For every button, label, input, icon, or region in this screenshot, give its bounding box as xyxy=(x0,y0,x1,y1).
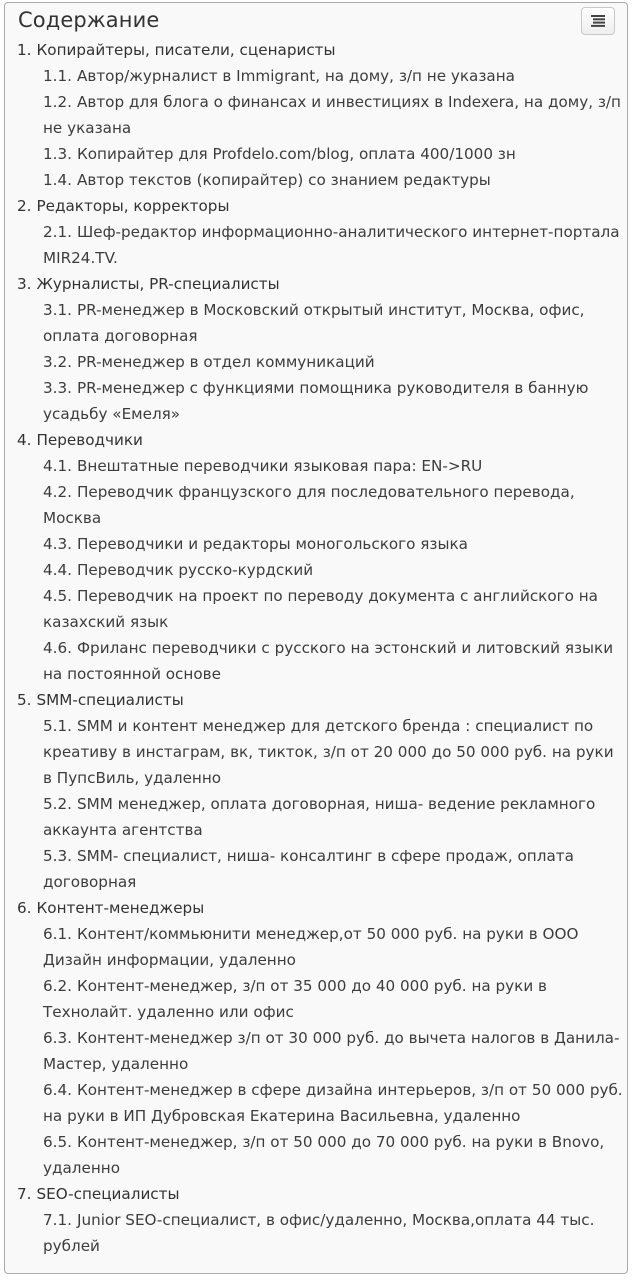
toc-item-number: 6.1. xyxy=(43,925,72,943)
toc-item-link[interactable] xyxy=(43,89,623,141)
toc-item-link[interactable] xyxy=(43,921,623,973)
toc-item-text: Автор/журналист в Immigrant, на дому, з/п не указана xyxy=(76,67,515,85)
toc-item-number: 1.1. xyxy=(43,67,72,85)
toc-item-text: Контент-менеджер з/п от 30 000 руб. до вычета налогов в Данила-Мастер, удаленно xyxy=(43,1029,620,1073)
table-of-contents xyxy=(4,2,628,1274)
toc-section xyxy=(5,37,629,193)
toc-item-link[interactable] xyxy=(43,635,623,687)
toc-item-link[interactable] xyxy=(43,141,623,167)
toc-section-number: 5. xyxy=(17,691,32,709)
toc-item-link[interactable] xyxy=(43,1077,623,1129)
toc-item-link[interactable] xyxy=(43,973,623,1025)
toc-item-number: 2.1. xyxy=(43,223,72,241)
toc-item-number: 4.1. xyxy=(43,457,72,475)
toc-item-number: 7.1. xyxy=(43,1211,72,1229)
toc-item-text: Копирайтер для Profdelo.com/blog, оплата 400/1000 зн xyxy=(76,145,516,163)
toc-item-text: Контент/коммьюнити менеджер,от 50 000 руб. на руки в ООО Дизайн информации, удаленно xyxy=(43,925,579,969)
toc-subsection-list xyxy=(5,63,629,193)
toc-section xyxy=(5,687,629,895)
toc-item-text: Фриланс переводчики с русского на эстонский и литовский языки на постоянной основе xyxy=(43,639,614,683)
toc-section xyxy=(5,193,629,271)
toc-section-link[interactable] xyxy=(17,271,629,297)
toc-subsection-list xyxy=(5,921,629,1181)
toc-item-text: SMM менеджер, оплата договорная, ниша- ведение рекламного аккаунта агентства xyxy=(43,795,596,839)
toc-item-text: Переводчик на проект по переводу документа с английского на казахский язык xyxy=(43,587,598,631)
toc-item-number: 5.1. xyxy=(43,717,72,735)
toc-item-text: Контент-менеджер в сфере дизайна интерьеров, з/п от 50 000 руб. на руки в ИП Дубровская Екатерина Васильевна, удаленно xyxy=(43,1081,623,1125)
toc-item-number: 4.6. xyxy=(43,639,72,657)
toc-section-title: Редакторы, корректоры xyxy=(36,197,230,215)
toc-list xyxy=(5,37,629,1259)
toc-section-link[interactable] xyxy=(17,193,629,219)
toc-item-number: 6.2. xyxy=(43,977,72,995)
toc-item-text: Автор текстов (копирайтер) со знанием редактуры xyxy=(76,171,491,189)
toc-item-link[interactable] xyxy=(43,843,623,895)
toc-item-link[interactable] xyxy=(43,1207,623,1259)
toc-item-link[interactable] xyxy=(43,63,623,89)
toc-item-number: 3.1. xyxy=(43,301,72,319)
toc-item-text: Переводчик русско-курдский xyxy=(76,561,314,579)
toc-item-text: Junior SEO-специалист, в офис/удаленно, Москва,оплата 44 тыс. рублей xyxy=(43,1211,595,1255)
toc-item-number: 4.2. xyxy=(43,483,72,501)
toc-subsection-list xyxy=(5,297,629,427)
toc-item-number: 3.3. xyxy=(43,379,72,397)
toc-item-number: 5.3. xyxy=(43,847,72,865)
toc-section-title: Переводчики xyxy=(36,431,143,449)
toc-item-number: 3.2. xyxy=(43,353,72,371)
toc-item-text: SMM- специалист, ниша- консалтинг в сфере продаж, оплата договорная xyxy=(43,847,574,891)
toc-item-link[interactable] xyxy=(43,375,623,427)
toc-item-link[interactable] xyxy=(43,791,623,843)
toc-item-text: Контент-менеджер, з/п от 35 000 до 40 000 руб. на руки в Технолайт. удаленно или офис xyxy=(43,977,547,1021)
toc-item-text: PR-менеджер с функциями помощника руководителя в банную усадьбу «Емеля» xyxy=(43,379,589,423)
toc-item-text: Внештатные переводчики языковая пара: EN->RU xyxy=(76,457,483,475)
toc-subsection-list xyxy=(5,219,629,271)
toc-subsection-list xyxy=(5,453,629,687)
toc-section xyxy=(5,271,629,427)
toc-section-link[interactable] xyxy=(17,37,629,63)
toc-item-text: SMM и контент менеджер для детского бренда : специалист по креативу в инстаграм, вк, тикток, з/п от 20 000 до 50 000 руб. на руки в ПупсВиль, удаленно xyxy=(43,717,614,787)
toc-section-link[interactable] xyxy=(17,687,629,713)
toc-item-text: Автор для блога о финансах и инвестициях в Indexera, на дому, з/п не указана xyxy=(43,93,621,137)
toc-item-number: 1.3. xyxy=(43,145,72,163)
toc-section-title: SMM-специалисты xyxy=(36,691,184,709)
toc-toggle-button[interactable] xyxy=(581,7,615,35)
toc-item-link[interactable] xyxy=(43,713,623,791)
toc-subsection-list xyxy=(5,1207,629,1259)
toc-item-link[interactable] xyxy=(43,1025,623,1077)
toc-section-number: 6. xyxy=(17,899,32,917)
toc-section-title: Копирайтеры, писатели, сценаристы xyxy=(36,41,336,59)
toc-section-number: 1. xyxy=(17,41,32,59)
toc-item-number: 1.4. xyxy=(43,171,72,189)
toc-item-link[interactable] xyxy=(43,1129,623,1181)
toc-item-text: Контент-менеджер, з/п от 50 000 до 70 000 руб. на руки в Bnovo, удаленно xyxy=(43,1133,605,1177)
toc-section-link[interactable] xyxy=(17,895,629,921)
toc-section-number: 2. xyxy=(17,197,32,215)
toc-section xyxy=(5,895,629,1181)
toc-item-number: 4.3. xyxy=(43,535,72,553)
toc-item-link[interactable] xyxy=(43,167,623,193)
toc-item-link[interactable] xyxy=(43,297,623,349)
toc-item-link[interactable] xyxy=(43,479,623,531)
toc-item-link[interactable] xyxy=(43,219,623,271)
toc-item-number: 1.2. xyxy=(43,93,72,111)
toc-subsection-list xyxy=(5,713,629,895)
toc-section-link[interactable] xyxy=(17,427,629,453)
toc-section-number: 7. xyxy=(17,1185,32,1203)
toc-item-link[interactable] xyxy=(43,349,623,375)
toc-item-number: 5.2. xyxy=(43,795,72,813)
toc-section-title: SEO-специалисты xyxy=(36,1185,180,1203)
toc-item-text: PR-менеджер в отдел коммуникаций xyxy=(76,353,375,371)
toc-section xyxy=(5,1181,629,1259)
toc-item-link[interactable] xyxy=(43,531,623,557)
toc-item-number: 6.5. xyxy=(43,1133,72,1151)
toc-section xyxy=(5,427,629,687)
toc-item-text: Переводчик французского для последовательного перевода, Москва xyxy=(43,483,575,527)
toc-section-title: Контент-менеджеры xyxy=(36,899,205,917)
toc-section-number: 3. xyxy=(17,275,32,293)
toc-item-number: 6.4. xyxy=(43,1081,72,1099)
toc-section-link[interactable] xyxy=(17,1181,629,1207)
toc-section-title: Журналисты, PR-специалисты xyxy=(36,275,280,293)
toc-item-text: Переводчики и редакторы моногольского языка xyxy=(76,535,468,553)
toc-item-text: PR-менеджер в Московский открытый институт, Москва, офис, оплата договорная xyxy=(43,301,585,345)
toc-item-number: 6.3. xyxy=(43,1029,72,1047)
toc-item-number: 4.4. xyxy=(43,561,72,579)
toc-item-link[interactable] xyxy=(43,557,623,583)
list-toggle-icon xyxy=(590,15,606,27)
toc-item-link[interactable] xyxy=(43,453,623,479)
toc-title: Содержание xyxy=(18,8,160,32)
toc-item-text: Шеф-редактор информационно-аналитического интернет-портала MIR24.TV. xyxy=(43,223,620,267)
toc-section-number: 4. xyxy=(17,431,32,449)
toc-item-number: 4.5. xyxy=(43,587,72,605)
toc-item-link[interactable] xyxy=(43,583,623,635)
